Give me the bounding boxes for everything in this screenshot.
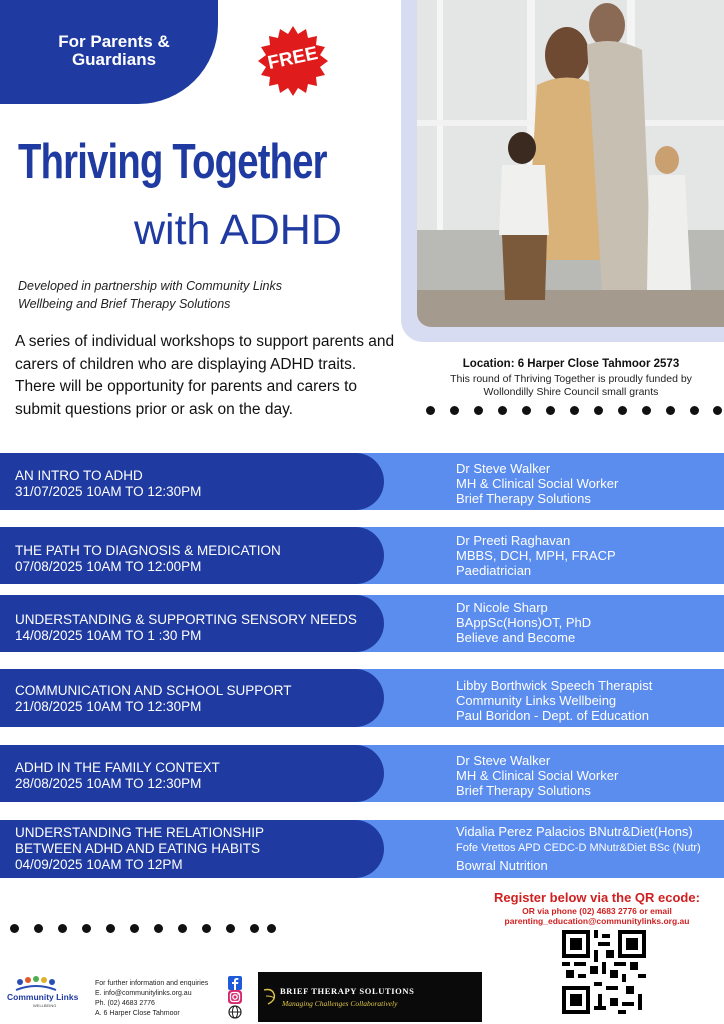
funding-note	[426, 373, 716, 399]
brief-therapy-banner	[258, 972, 482, 1022]
session-row	[0, 669, 724, 727]
presenter-org: Paul Boridon - Dept. of Education	[456, 708, 649, 723]
partnership-note: Developed in partnership with Community Links Wellbeing and Brief Therapy Solutions	[18, 279, 283, 311]
dot	[267, 924, 276, 933]
globe-icon[interactable]	[228, 1005, 242, 1019]
register-email-link[interactable]: parenting_education@communitylinks.org.au	[504, 916, 690, 926]
audience-banner	[0, 0, 218, 104]
presenter-org: Brief Therapy Solutions	[456, 783, 591, 798]
presenter-name: Libby Borthwick Speech Therapist	[456, 678, 653, 693]
dot	[250, 924, 259, 933]
presenter-org: Bowral Nutrition	[456, 858, 548, 873]
dot	[690, 406, 699, 415]
contact-email[interactable]: E. info@communitylinks.org.au	[95, 990, 192, 997]
session-date: 14/08/2025 10AM TO 1 :30 PM	[15, 628, 202, 643]
presenter-org: Brief Therapy Solutions	[456, 491, 591, 506]
presenter-org: Believe and Become	[456, 630, 576, 645]
facebook-icon[interactable]	[228, 976, 242, 990]
dot	[226, 924, 235, 933]
presenter-name: Dr Steve Walker	[456, 753, 551, 768]
brief-therapy-logo-icon	[262, 986, 278, 1008]
dot	[154, 924, 163, 933]
presenter-name: Dr Steve Walker	[456, 461, 551, 476]
dot	[642, 406, 651, 415]
session-date: 28/08/2025 10AM TO 12:30PM	[15, 776, 202, 791]
dot	[570, 406, 579, 415]
session-title: ADHD IN THE FAMILY CONTEXT	[15, 760, 220, 775]
session-title: UNDERSTANDING THE RELATIONSHIP	[15, 825, 265, 840]
dot	[666, 406, 675, 415]
contact-phone: Ph. (02) 4683 2776	[95, 1000, 155, 1007]
dot	[594, 406, 603, 415]
register-phone-line: OR via phone (02) 4683 2776 or email	[522, 906, 672, 916]
free-badge-label: FREE	[265, 42, 320, 75]
session-title: COMMUNICATION AND SCHOOL SUPPORT	[15, 683, 292, 698]
dot	[546, 406, 555, 415]
dot	[618, 406, 627, 415]
contact-address: A. 6 Harper Close Tahmoor	[95, 1010, 180, 1017]
dot	[450, 406, 459, 415]
instagram-icon[interactable]	[228, 990, 242, 1004]
page-subtitle: with ADHD	[134, 206, 342, 254]
session-title: AN INTRO TO ADHD	[15, 468, 143, 483]
session-title: THE PATH TO DIAGNOSIS & MEDICATION	[15, 543, 281, 558]
session-title: UNDERSTANDING & SUPPORTING SENSORY NEEDS	[15, 612, 357, 627]
session-row	[0, 595, 724, 652]
presenter-name: Dr Preeti Raghavan	[456, 533, 571, 548]
presenter-name: Vidalia Perez Palacios BNutr&Diet(Hons)	[456, 824, 693, 839]
presenter-role: BAppSc(Hons)OT, PhD	[456, 615, 592, 630]
dot	[522, 406, 531, 415]
dot	[178, 924, 187, 933]
intro-paragraph: A series of individual workshops to support parents and carers of children who are displaying ADHD traits. There will be opportunity for parents and carers to submit questions prior or ask on the day.	[15, 333, 395, 418]
funding-line-1: This round of Thriving Together is proudly funded by	[450, 373, 692, 385]
session-row	[0, 820, 724, 878]
dot	[474, 406, 483, 415]
dot	[10, 924, 19, 933]
audience-line-2: Guardians	[71, 50, 157, 69]
community-links-name: Community Links	[7, 992, 79, 1002]
page-title: Thriving Together	[18, 135, 327, 189]
dot	[202, 924, 211, 933]
register-details	[470, 906, 724, 926]
presenter-name: Dr Nicole Sharp	[456, 600, 548, 615]
presenter-name-2: Fofe Vrettos APD CEDC-D MNutr&Diet BSc (Nutr)	[456, 842, 701, 854]
presenter-role: MBBS, DCH, MPH, FRACP	[456, 548, 616, 563]
community-links-sub: WELLBEING	[33, 1003, 57, 1008]
session-date: 04/09/2025 10AM TO 12PM	[15, 857, 183, 872]
qr-code-icon[interactable]	[562, 930, 646, 1014]
session-date: 21/08/2025 10AM TO 12:30PM	[15, 699, 202, 714]
dot	[498, 406, 507, 415]
session-date: 31/07/2025 10AM TO 12:30PM	[15, 484, 202, 499]
brief-therapy-name: BRIEF THERAPY SOLUTIONS	[280, 986, 415, 996]
session-row	[0, 453, 724, 510]
family-photo	[417, 0, 724, 327]
dot	[130, 924, 139, 933]
dot-divider-top	[426, 406, 722, 418]
dot	[713, 406, 722, 415]
session-title-line-2: BETWEEN ADHD AND EATING HABITS	[15, 841, 261, 856]
location-title: Location: 6 Harper Close Tahmoor 2573	[462, 358, 680, 370]
dot	[34, 924, 43, 933]
session-date: 07/08/2025 10AM TO 12:00PM	[15, 559, 202, 574]
brief-therapy-tagline: Managing Challenges Collaboratively	[282, 999, 398, 1008]
audience-line-1: For Parents &	[58, 32, 170, 51]
funding-line-2: Wollondilly Shire Council small grants	[483, 386, 659, 398]
dot	[58, 924, 67, 933]
dot-divider-bottom	[10, 924, 276, 936]
dot	[106, 924, 115, 933]
presenter-role: MH & Clinical Social Worker	[456, 768, 619, 783]
session-row	[0, 527, 724, 584]
register-heading: Register below via the QR ecode:	[494, 890, 700, 905]
presenter-role: Community Links Wellbeing	[456, 693, 617, 708]
dot	[82, 924, 91, 933]
presenter-org: Paediatrician	[456, 563, 532, 578]
presenter-role: MH & Clinical Social Worker	[456, 476, 619, 491]
dot	[426, 406, 435, 415]
contact-info	[95, 979, 208, 1019]
session-row	[0, 745, 724, 802]
contact-heading: For further information and enquiries	[95, 980, 209, 987]
